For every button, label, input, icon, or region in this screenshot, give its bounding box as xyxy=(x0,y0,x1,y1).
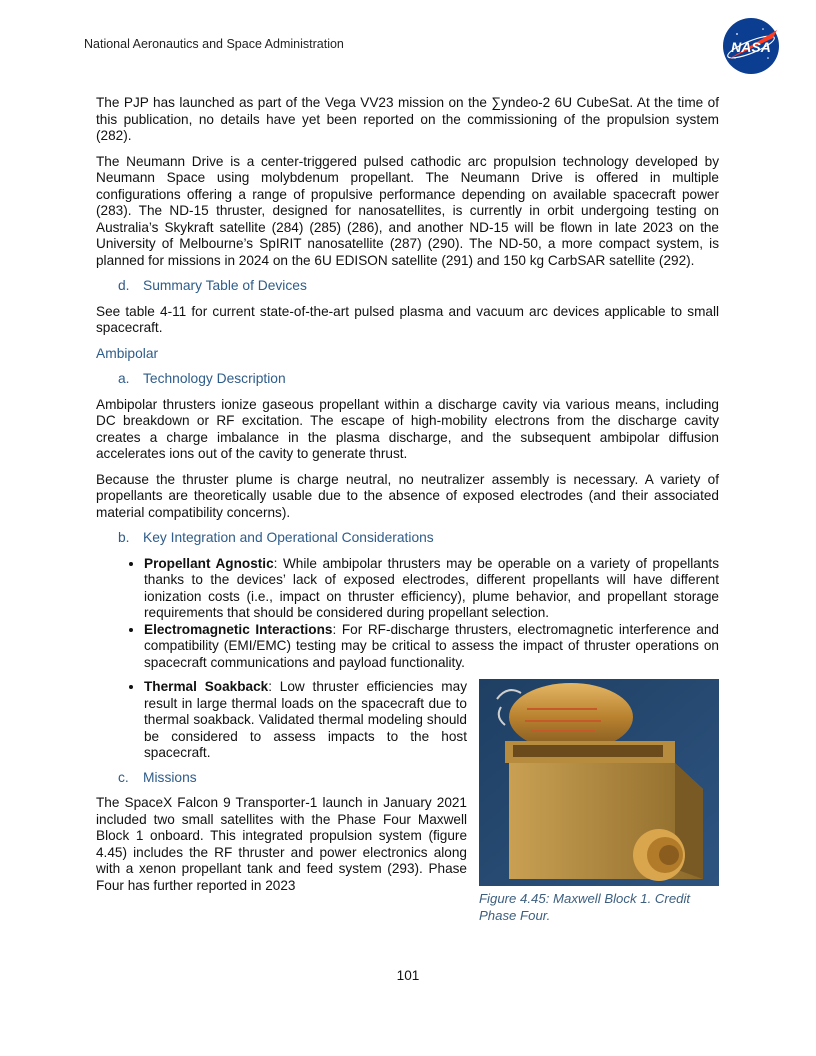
heading-label: b. xyxy=(118,530,130,545)
heading-label: a. xyxy=(118,371,130,386)
list-item xyxy=(144,556,719,622)
figure-maxwell xyxy=(479,679,719,924)
heading-text: Summary Table of Devices xyxy=(143,278,307,293)
bullet-text: : While ambipolar thrusters may be operable on a variety of propellants thanks to the devices’ lack of exposed electrodes, different propellants will have different ionization costs (i.e., impact on thruster efficiency), plume behavior, and propellant storage requirements that should be considered during propellant selection. xyxy=(144,555,719,620)
bullet-text: : For RF-discharge thrusters, electromagnetic interference and compatibility (EMI/EMC) testing may be critical to assess the impact of thruster operations on spacecraft communications and payload functionality. xyxy=(144,621,719,670)
heading-text: Technology Description xyxy=(143,371,286,386)
nasa-logo xyxy=(721,16,781,76)
heading-text: Key Integration and Operational Considerations xyxy=(143,530,434,545)
considerations-list xyxy=(96,556,719,672)
bullet-term: Propellant Agnostic xyxy=(144,555,274,571)
paragraph-see-table: See table 4-11 for current state-of-the-art pulsed plasma and vacuum arc devices applicable to small spacecraft. xyxy=(96,303,719,335)
heading-ambipolar: Ambipolar xyxy=(96,345,159,361)
heading-key-integration xyxy=(96,530,719,547)
bullet-text: : Low thruster efficiencies may result in large thermal loads on the spacecraft due to thermal soakback. Validated thermal modeling should be considered to assess impacts to the host spacecraft. xyxy=(144,679,467,760)
bullet-term: Electromagnetic Interactions xyxy=(144,621,333,637)
page-content xyxy=(96,95,719,924)
list-item xyxy=(144,622,719,672)
heading-label: c. xyxy=(118,769,129,785)
maxwell-block-photo xyxy=(479,679,719,886)
paragraph-ambipolar-intro: Ambipolar thrusters ionize gaseous propellant within a discharge cavity via various means, including DC breakdown or RF excitation. The escape of high-mobility electrons from the discharge cavity creates a charge imbalance in the plasma discharge, and the subsequent ambipolar diffusion accelerates ions out of the cavity to generate thrust. xyxy=(96,396,719,461)
heading-text: Missions xyxy=(143,769,197,785)
paragraph-missions: The SpaceX Falcon 9 Transporter-1 launch in January 2021 included two small satellites with the Phase Four Maxwell Block 1 onboard. This integrated propulsion system (figure 4.45) includes the RF thruster and power electronics along with a xenon propellant tank and feed system (293). Phase Four has further reported in 2023 xyxy=(96,795,467,893)
bullet-term: Thermal Soakback xyxy=(144,679,269,694)
paragraph-neumann: The Neumann Drive is a center-triggered pulsed cathodic arc propulsion technology developed by Neumann Space using molybdenum propellant. The Neumann Drive is offered in multiple configurations offering a range of propulsive performance depending on available spacecraft power (283). The ND-15 thruster, designed for nanosatellites, is currently in orbit undergoing testing on Australia’s Skykraft satellite (284) (285) (286), and another ND-15 will be flown in late 2023 on the University of Melbourne’s SpIRIT nanosatellite (287) (290). The ND-50, a more compact system, is planned for missions in 2024 on the 6U EDISON satellite (291) and 150 kg CarbSAR satellite (292). xyxy=(96,153,719,268)
figure-caption: Figure 4.45: Maxwell Block 1. Credit Phase Four. xyxy=(479,891,691,923)
header-org: National Aeronautics and Space Administration xyxy=(84,37,344,51)
page-number: 101 xyxy=(396,968,420,983)
heading-technology-description xyxy=(96,371,719,388)
logo-text: NASA xyxy=(731,39,771,55)
heading-label: d. xyxy=(118,278,130,293)
paragraph-plume: Because the thruster plume is charge neutral, no neutralizer assembly is necessary. A variety of propellants are theoretically usable due to the absence of exposed electrodes (and their associated material compatibility concerns). xyxy=(96,471,719,520)
heading-summary-table xyxy=(96,278,719,295)
paragraph-pjp: The PJP has launched as part of the Vega VV23 mission on the ∑yndeo-2 6U CubeSat. At the time of this publication, no details have yet been reported on the commissioning of the propulsion system (282). xyxy=(96,95,719,143)
